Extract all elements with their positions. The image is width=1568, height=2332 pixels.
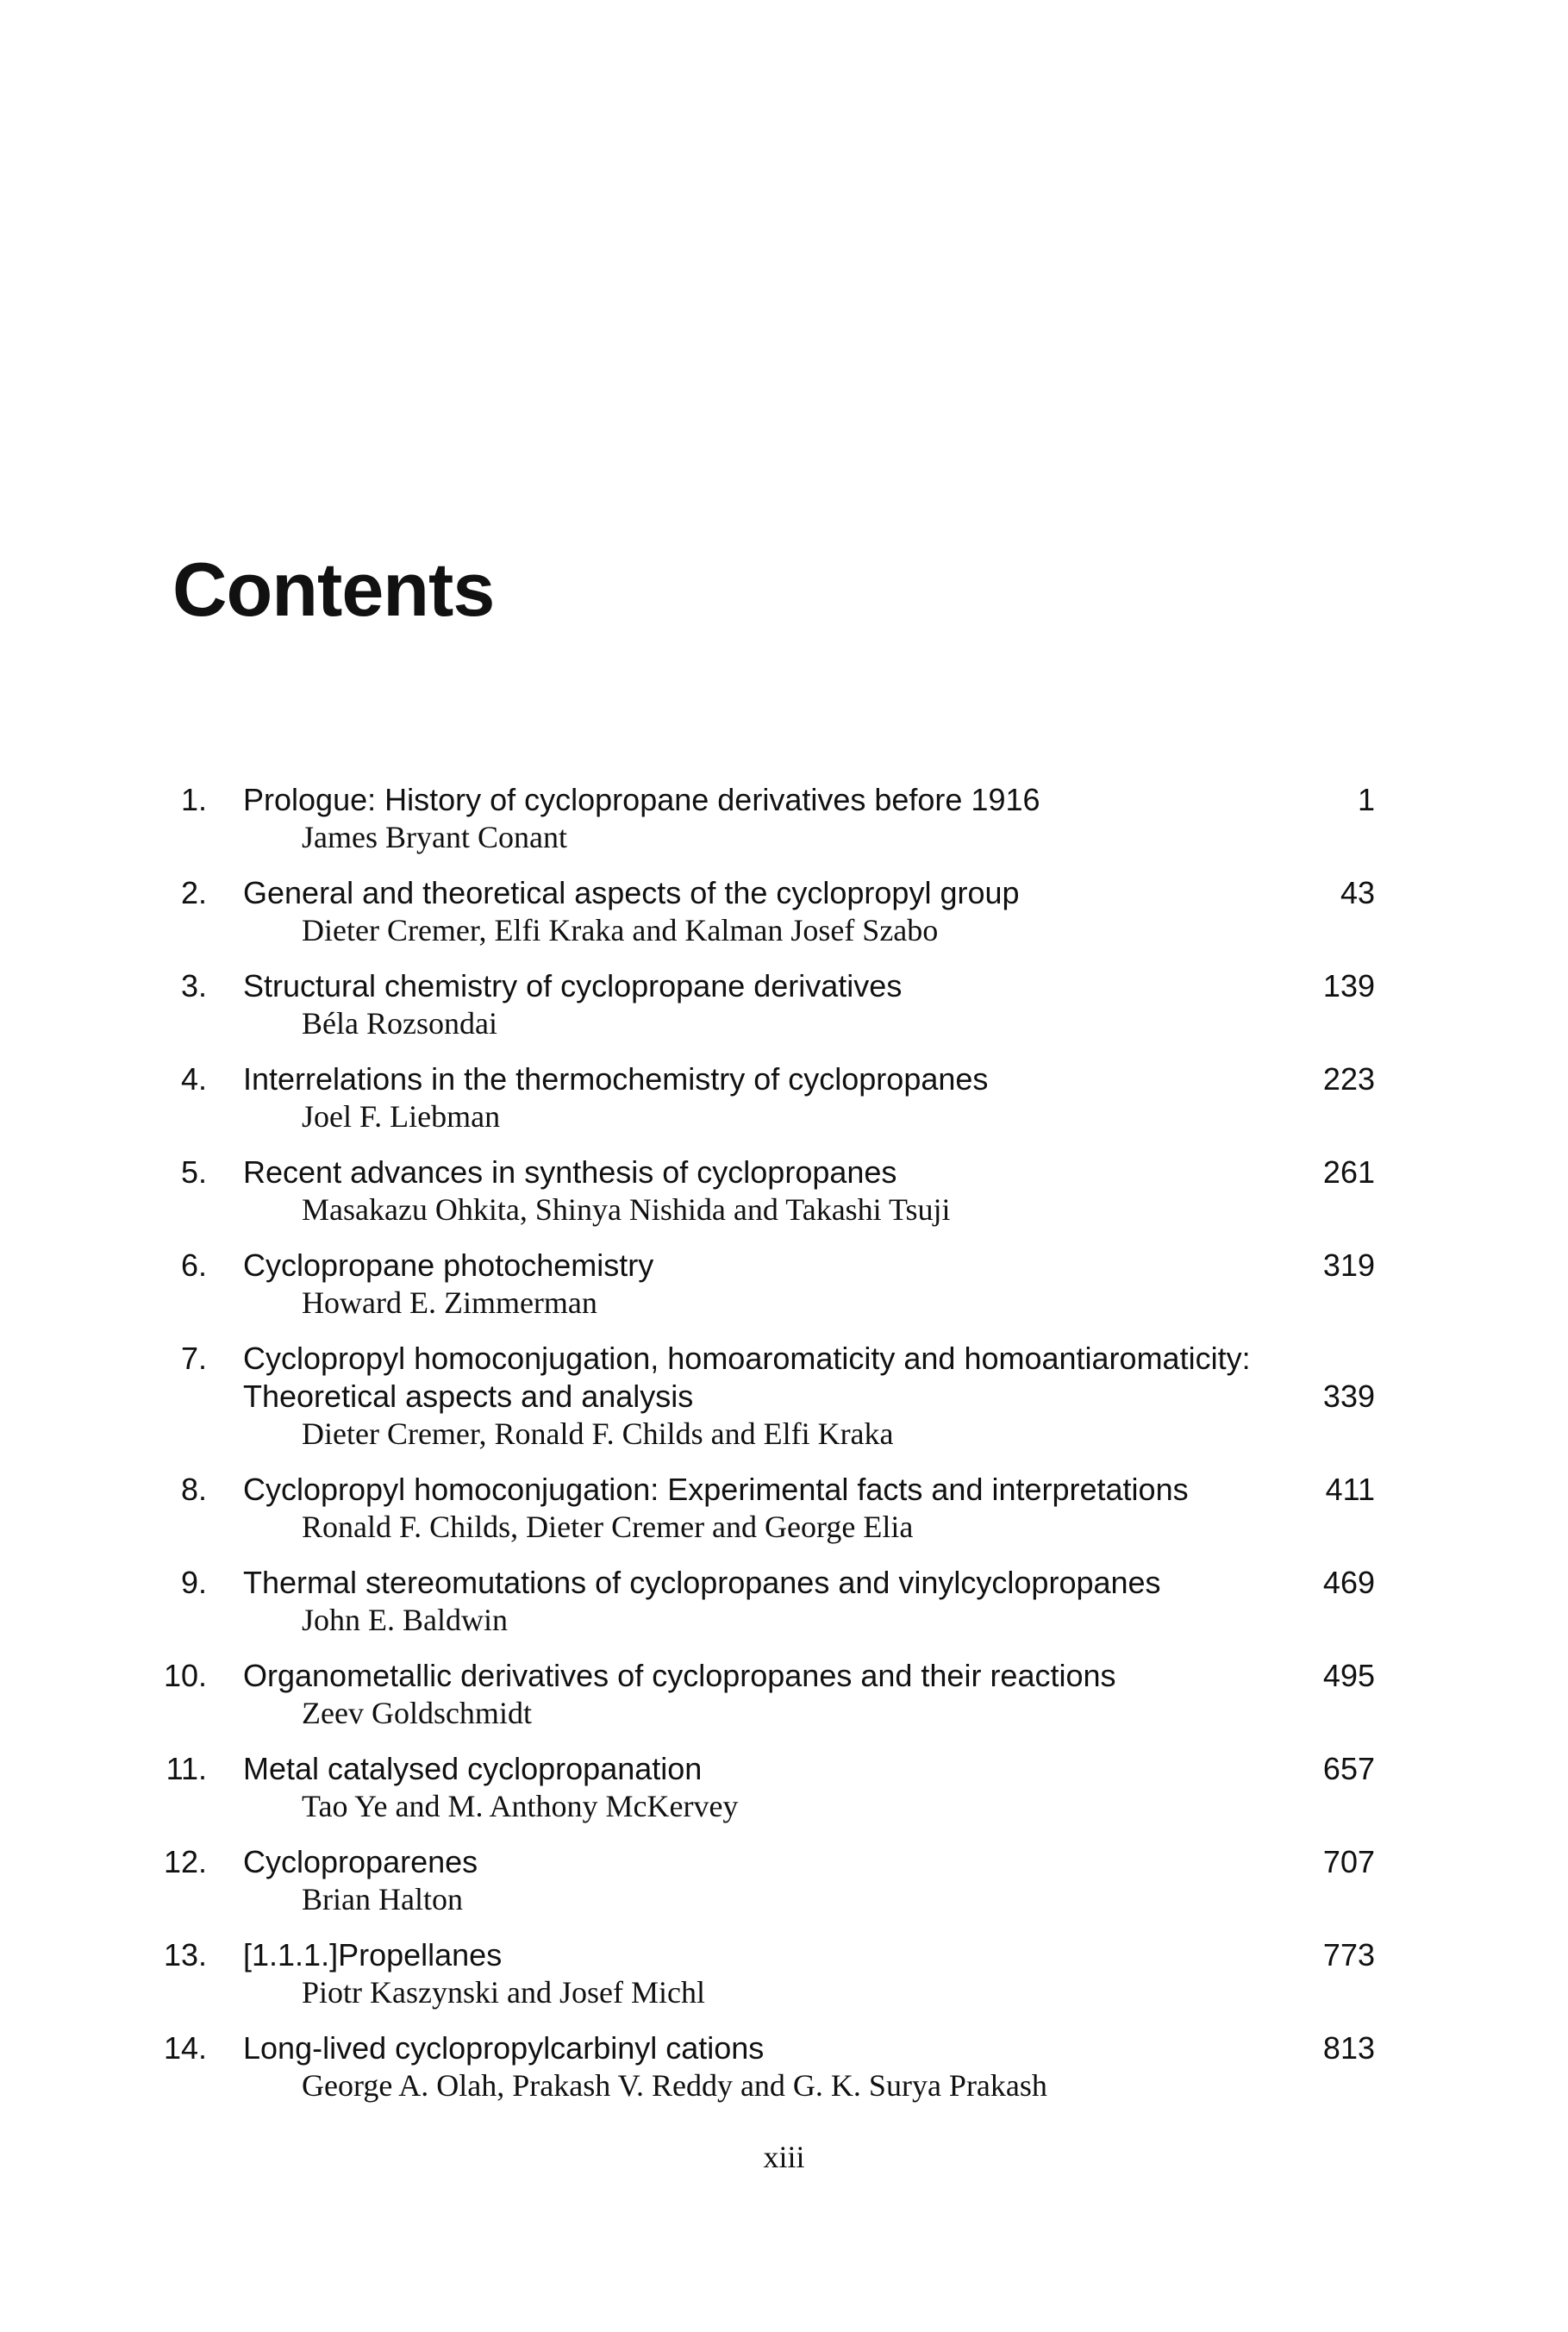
entry-authors: Béla Rozsondai (302, 1006, 497, 1041)
toc-entry-13 (159, 1936, 1375, 2029)
entry-authors: Howard E. Zimmerman (302, 1285, 597, 1320)
entry-authors: Masakazu Ohkita, Shinya Nishida and Takashi Tsuji (302, 1192, 951, 1227)
entry-title: Cyclopropane photochemistry (243, 1247, 654, 1283)
entry-number: 14. (163, 2030, 207, 2066)
entry-title: Thermal stereomutations of cyclopropanes and vinylcyclopropanes (243, 1565, 1161, 1600)
entry-title: General and theoretical aspects of the cyclopropyl group (243, 875, 1020, 910)
entry-title: Organometallic derivatives of cyclopropanes and their reactions (243, 1658, 1116, 1693)
entry-authors: John E. Baldwin (302, 1603, 508, 1637)
entry-page-number: 411 (1325, 1472, 1375, 1507)
toc-entry-8 (159, 1471, 1375, 1564)
entry-number: 11. (166, 1751, 207, 1786)
entry-page-number: 223 (1322, 1061, 1375, 1097)
entry-page-number: 139 (1322, 968, 1375, 1003)
entry-number: 12. (163, 1844, 207, 1879)
entry-number: 13. (163, 1937, 207, 1973)
entry-number: 10. (163, 1658, 207, 1693)
toc-entry-6 (159, 1247, 1375, 1340)
toc-entry-11 (159, 1750, 1375, 1843)
entry-authors: James Bryant Conant (302, 820, 567, 854)
entry-number: 1. (180, 782, 207, 817)
entry-title: Metal catalysed cyclopropanation (243, 1751, 703, 1786)
entry-page-number: 813 (1322, 2030, 1375, 2066)
entry-title: Prologue: History of cyclopropane derivatives before 1916 (243, 782, 1040, 817)
entry-authors: Dieter Cremer, Ronald F. Childs and Elfi Kraka (302, 1416, 894, 1451)
entry-authors: Joel F. Liebman (302, 1099, 501, 1134)
entry-title-line-1: Cyclopropyl homoconjugation, homoaromaticity and homoantiaromaticity: (243, 1341, 1251, 1376)
toc-entry-10 (159, 1657, 1375, 1750)
entry-title: Cycloproparenes (243, 1844, 478, 1879)
entry-title: [1.1.1.]Propellanes (243, 1937, 503, 1973)
entry-page-number: 707 (1322, 1844, 1375, 1879)
entry-authors: Tao Ye and M. Anthony McKervey (302, 1789, 739, 1823)
entry-number: 5. (180, 1154, 207, 1190)
entry-title: Cyclopropyl homoconjugation: Experimental facts and interpretations (243, 1472, 1189, 1507)
page-title: Contents (172, 547, 495, 632)
entry-page-number: 657 (1322, 1751, 1375, 1786)
entry-authors: Dieter Cremer, Elfi Kraka and Kalman Josef Szabo (302, 913, 939, 947)
entry-authors: George A. Olah, Prakash V. Reddy and G. K. Surya Prakash (302, 2068, 1047, 2103)
toc-entry-3 (159, 967, 1375, 1060)
entry-number: 9. (180, 1565, 207, 1600)
entry-page-number: 261 (1322, 1154, 1375, 1190)
entry-authors: Zeev Goldschmidt (302, 1696, 532, 1730)
entry-page-number: 43 (1340, 875, 1375, 910)
toc-entry-5 (159, 1153, 1375, 1247)
entry-title: Long-lived cyclopropylcarbinyl cations (243, 2030, 765, 2066)
entry-number: 3. (180, 968, 207, 1003)
toc-entry-7 (159, 1340, 1375, 1471)
entry-authors: Brian Halton (302, 1882, 463, 1916)
toc-entry-2 (159, 874, 1375, 967)
entry-title-line-2: Theoretical aspects and analysis (243, 1379, 694, 1414)
entry-page-number: 469 (1322, 1565, 1375, 1600)
entry-number: 8. (180, 1472, 207, 1507)
entry-page-number: 495 (1322, 1658, 1375, 1693)
entry-title: Structural chemistry of cyclopropane derivatives (243, 968, 903, 1003)
entry-authors: Piotr Kaszynski and Josef Michl (302, 1975, 705, 2010)
entry-page-number: 339 (1322, 1379, 1375, 1414)
entry-number: 2. (180, 875, 207, 910)
entry-title (243, 1340, 1260, 1416)
entry-page-number: 319 (1322, 1247, 1375, 1283)
page-folio: xiii (763, 2140, 805, 2174)
entry-number: 7. (180, 1341, 207, 1376)
entry-page-number: 773 (1322, 1937, 1375, 1973)
entry-number: 4. (180, 1061, 207, 1097)
toc-entry-4 (159, 1060, 1375, 1153)
entry-authors: Ronald F. Childs, Dieter Cremer and George Elia (302, 1510, 914, 1544)
toc-entry-1 (159, 781, 1375, 874)
toc-entry-12 (159, 1843, 1375, 1936)
entry-number: 6. (180, 1247, 207, 1283)
entry-title: Interrelations in the thermochemistry of cyclopropanes (243, 1061, 989, 1097)
table-of-contents (159, 781, 1375, 2123)
toc-entry-14 (159, 2029, 1375, 2123)
toc-entry-9 (159, 1564, 1375, 1657)
entry-title: Recent advances in synthesis of cyclopropanes (243, 1154, 897, 1190)
entry-page-number: 1 (1357, 782, 1375, 817)
